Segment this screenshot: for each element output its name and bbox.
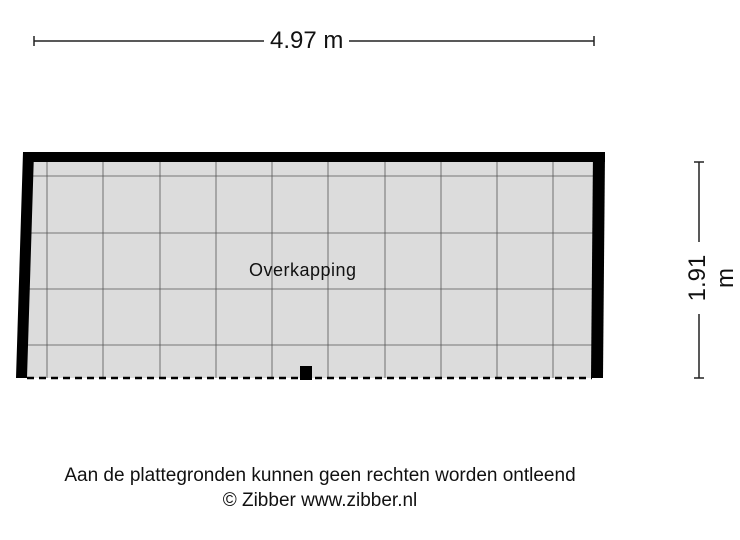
width-label: 4.97 m — [264, 27, 349, 55]
top-wall — [23, 152, 605, 162]
support-post — [300, 366, 312, 380]
height-label: 1.91 m — [684, 242, 740, 314]
copyright-text: © Zibber www.zibber.nl — [222, 490, 418, 511]
room-label: Overkapping — [249, 260, 357, 280]
disclaimer-text: Aan de plattegronden kunnen geen rechten worden ontleend — [64, 465, 576, 486]
right-wall — [591, 152, 605, 378]
